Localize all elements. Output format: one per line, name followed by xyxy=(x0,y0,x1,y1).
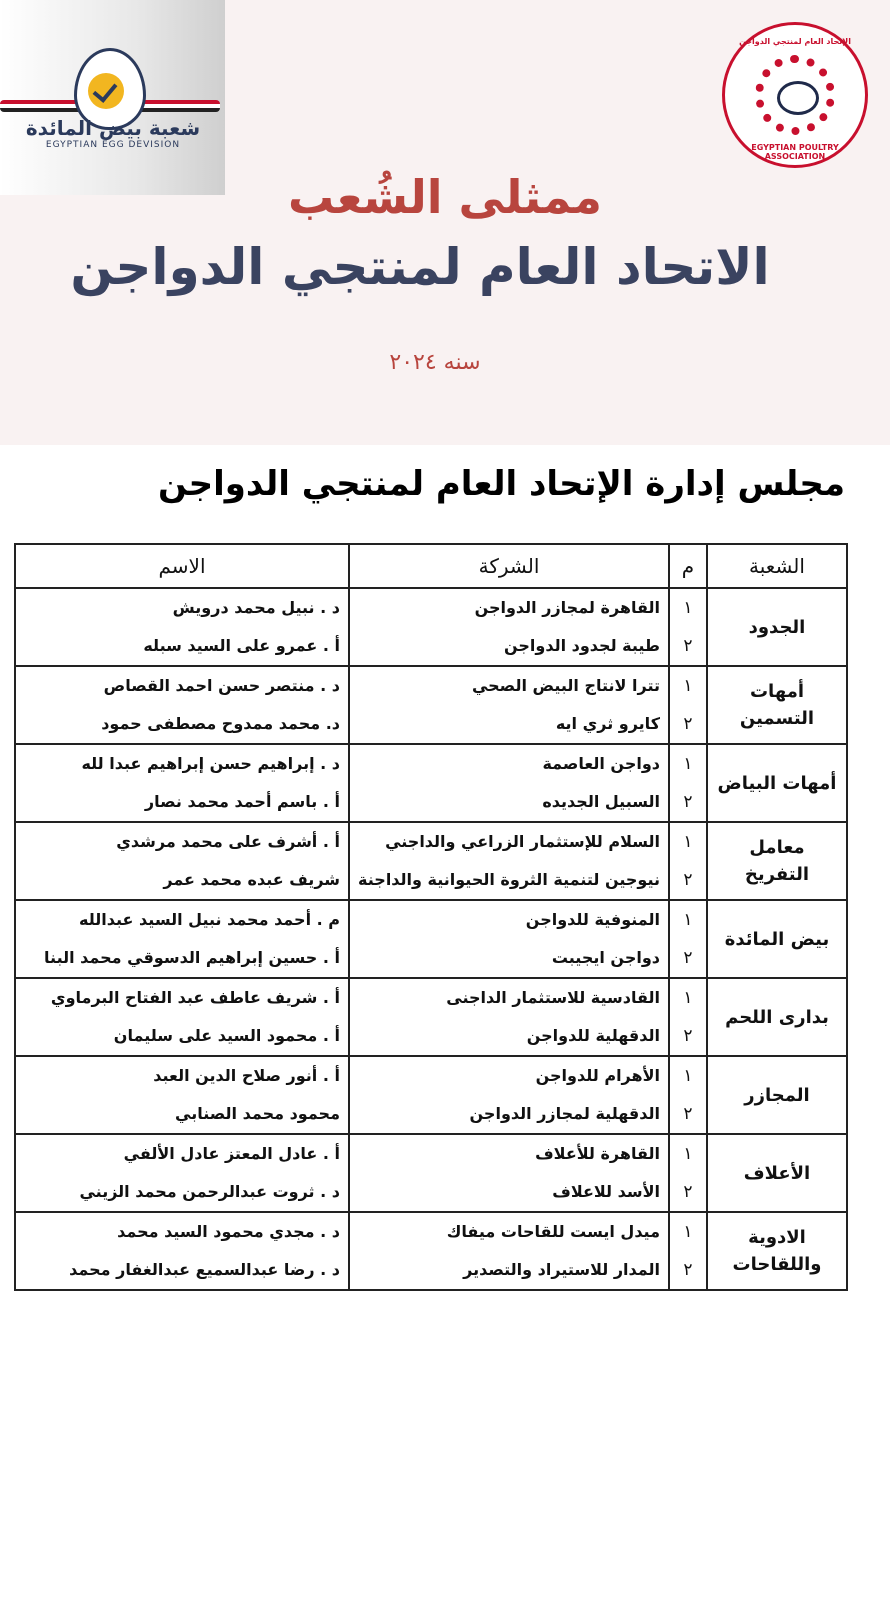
company-name: المنوفية للدواجن xyxy=(525,910,660,929)
company-name: المدار للاستيراد والتصدير xyxy=(463,1260,660,1279)
company-name: الدقهلية لمجازر الدواجن xyxy=(469,1104,660,1123)
company-name: الأسد للاعلاف xyxy=(552,1182,660,1201)
row-number: ٢ xyxy=(683,1026,693,1046)
name-cell xyxy=(15,666,349,744)
page-title-representatives: ممثلى الشُعب xyxy=(288,170,602,224)
company-name: السبيل الجديده xyxy=(542,792,660,811)
company-name: ميدل ايست للقاحات ميفاك xyxy=(446,1222,660,1241)
division-cell: أمهات البياض xyxy=(707,744,847,822)
member-name: أ . أشرف على محمد مرشدي xyxy=(116,832,340,851)
company-cell xyxy=(349,900,669,978)
name-cell xyxy=(15,1056,349,1134)
division-cell: معامل التفريخ xyxy=(707,822,847,900)
name-cell xyxy=(15,744,349,822)
number-cell xyxy=(669,666,707,744)
number-cell xyxy=(669,588,707,666)
egg-logo-title: شعبة بيض المائدة xyxy=(25,116,201,140)
member-name: د . منتصر حسن احمد القصاص xyxy=(103,676,340,695)
row-number: ١ xyxy=(683,910,693,930)
company-cell xyxy=(349,1056,669,1134)
header-company: الشركة xyxy=(349,544,669,588)
row-number: ١ xyxy=(683,832,693,852)
number-cell xyxy=(669,744,707,822)
name-cell xyxy=(15,822,349,900)
header-division: الشعبة xyxy=(707,544,847,588)
company-name: القاهرة للأعلاف xyxy=(535,1144,660,1163)
company-name: الدقهلية للدواجن xyxy=(526,1026,660,1045)
company-name: طيبة لجدود الدواجن xyxy=(503,636,660,655)
name-cell xyxy=(15,978,349,1056)
number-cell xyxy=(669,1134,707,1212)
table-row xyxy=(15,744,847,822)
assoc-ring-english: EGYPTIAN POULTRY ASSOCIATION xyxy=(751,143,839,161)
member-name: أ . محمود السيد على سليمان xyxy=(113,1026,340,1045)
member-name: د . إبراهيم حسن إبراهيم عبدا لله xyxy=(81,754,340,773)
number-cell xyxy=(669,1056,707,1134)
table-row xyxy=(15,978,847,1056)
company-cell xyxy=(349,978,669,1056)
company-name: دواجن ايجيبت xyxy=(551,948,660,967)
company-name: تترا لانتاج البيض الصحي xyxy=(471,676,660,695)
division-cell: الأعلاف xyxy=(707,1134,847,1212)
table-row xyxy=(15,900,847,978)
member-name: د . ثروت عبدالرحمن محمد الزيني xyxy=(79,1182,340,1201)
company-cell xyxy=(349,1212,669,1290)
division-cell: الجدود xyxy=(707,588,847,666)
number-cell xyxy=(669,900,707,978)
table-row xyxy=(15,666,847,744)
row-number: ١ xyxy=(683,754,693,774)
member-name: أ . شريف عاطف عبد الفتاح البرماوي xyxy=(50,988,340,1007)
number-cell xyxy=(669,1212,707,1290)
member-name: أ . عادل المعتز عادل الألفي xyxy=(123,1144,340,1163)
name-cell xyxy=(15,588,349,666)
member-name: د . مجدي محمود السيد محمد xyxy=(117,1222,340,1241)
year-label: سنه ٢٠٢٤ xyxy=(389,350,481,375)
company-cell xyxy=(349,1134,669,1212)
division-cell: بدارى اللحم xyxy=(707,978,847,1056)
poultry-association-logo xyxy=(722,22,868,168)
company-name: الأهرام للدواجن xyxy=(535,1066,660,1085)
table-row xyxy=(15,1134,847,1212)
company-name: دواجن العاصمة xyxy=(542,754,660,773)
row-number: ١ xyxy=(683,1222,693,1242)
row-number: ١ xyxy=(683,1144,693,1164)
board-title: مجلس إدارة الإتحاد العام لمنتجي الدواجن xyxy=(157,464,845,504)
division-cell: المجازر xyxy=(707,1056,847,1134)
member-name: أ . عمرو على السيد سبله xyxy=(143,636,340,655)
number-cell xyxy=(669,822,707,900)
egg-division-logo xyxy=(0,0,225,195)
check-icon xyxy=(88,73,124,109)
table-row xyxy=(15,1056,847,1134)
row-number: ٢ xyxy=(683,636,693,656)
table-header-row xyxy=(15,544,847,588)
blank-area xyxy=(0,1400,400,1600)
division-cell: أمهات التسمين xyxy=(707,666,847,744)
company-name: كايرو ثري ايه xyxy=(555,714,660,733)
member-name: د . نبيل محمد درويش xyxy=(172,598,340,617)
page-title-union: الاتحاد العام لمنتجي الدواجن xyxy=(70,238,770,296)
table-row xyxy=(15,1212,847,1290)
name-cell xyxy=(15,1134,349,1212)
bird-icon xyxy=(777,81,819,115)
row-number: ١ xyxy=(683,676,693,696)
row-number: ٢ xyxy=(683,870,693,890)
division-cell: الادوية واللقاحات xyxy=(707,1212,847,1290)
member-name: محمود محمد الصنابي xyxy=(175,1104,340,1123)
member-name: أ . حسين إبراهيم الدسوقي محمد البنا xyxy=(44,948,340,967)
member-name: د. محمد ممدوح مصطفى حمود xyxy=(101,714,340,733)
member-name: شريف عبده محمد عمر xyxy=(163,870,340,889)
name-cell xyxy=(15,1212,349,1290)
row-number: ٢ xyxy=(683,792,693,812)
row-number: ١ xyxy=(683,1066,693,1086)
row-number: ٢ xyxy=(683,1182,693,1202)
company-name: القادسية للاستثمار الداجنى xyxy=(446,988,660,1007)
company-cell xyxy=(349,822,669,900)
member-name: أ . أنور صلاح الدين العبد xyxy=(153,1066,340,1085)
row-number: ٢ xyxy=(683,714,693,734)
company-cell xyxy=(349,588,669,666)
company-name: السلام للإستثمار الزراعي والداجني xyxy=(385,832,660,851)
row-number: ١ xyxy=(683,598,693,618)
board-table xyxy=(14,543,848,1291)
member-name: د . رضا عبدالسميع عبدالغفار محمد xyxy=(69,1260,340,1279)
member-name: م . أحمد محمد نبيل السيد عبدالله xyxy=(79,910,340,929)
table-row xyxy=(15,822,847,900)
assoc-ring-arabic: الإتحاد العام لمنتجي الدواجن xyxy=(739,37,851,46)
egg-logo-subtitle: EGYPTIAN EGG DEVISION xyxy=(45,140,181,150)
row-number: ٢ xyxy=(683,1104,693,1124)
number-cell xyxy=(669,978,707,1056)
row-number: ٢ xyxy=(683,1260,693,1280)
company-name: نيوجين لتنمية الثروة الحيوانية والداجنة xyxy=(358,870,660,889)
header-name: الاسم xyxy=(15,544,349,588)
division-cell: بيض المائدة xyxy=(707,900,847,978)
header-banner xyxy=(0,0,890,445)
name-cell xyxy=(15,900,349,978)
company-name: القاهرة لمجازر الدواجن xyxy=(474,598,660,617)
company-cell xyxy=(349,744,669,822)
company-cell xyxy=(349,666,669,744)
header-num: م xyxy=(669,544,707,588)
member-name: أ . باسم أحمد محمد نصار xyxy=(144,792,340,811)
row-number: ١ xyxy=(683,988,693,1008)
table-row xyxy=(15,588,847,666)
row-number: ٢ xyxy=(683,948,693,968)
